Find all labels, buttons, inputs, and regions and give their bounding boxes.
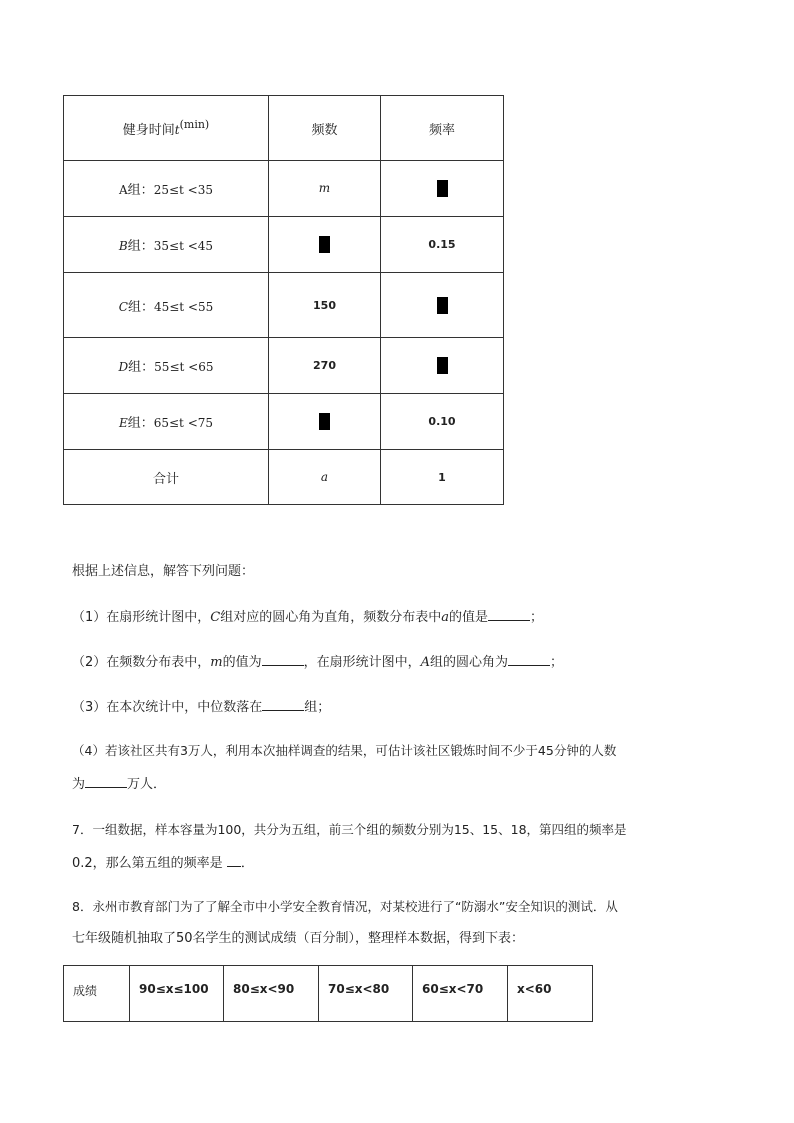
table-row	[64, 161, 504, 217]
group-cell: D组：55≤t <65	[64, 338, 269, 394]
header-frequency-count: 频数	[269, 96, 381, 161]
table-row	[64, 217, 504, 273]
redacted-block	[437, 297, 448, 314]
header-frequency-rate: 频率	[381, 96, 504, 161]
problem-8-line2: 七年级随机抽取了50名学生的测试成绩（百分制），整理样本数据，得到下表：	[72, 931, 525, 946]
table-row	[64, 966, 593, 1022]
count-cell: 150	[269, 273, 381, 338]
total-label: 合计	[64, 450, 269, 505]
answer-blank[interactable]	[262, 651, 304, 666]
question-2: （2）在频数分布表中，m的值为 ，在扇形统计图中，A组的圆心角为 ；	[72, 651, 732, 673]
problem-7-line1: 7．一组数据，样本容量为100，共分为五组，前三个组的频数分别为15、15、18，第四组的频率是	[72, 822, 627, 837]
score-range-cell: 90≤x≤100	[130, 966, 224, 1022]
group-cell: B组：35≤t <45	[64, 217, 269, 273]
count-cell	[269, 394, 381, 450]
unit-min: (min)	[179, 118, 210, 131]
table-row	[64, 273, 504, 338]
score-range-cell: x<60	[508, 966, 593, 1022]
question-3: （3）在本次统计中，中位数落在 组；	[72, 696, 732, 718]
redacted-block	[437, 357, 448, 374]
table-total-row	[64, 450, 504, 505]
group-cell: A组：25≤t <35	[64, 161, 269, 217]
rate-cell	[381, 273, 504, 338]
question-4-line2: 为 万人．	[72, 773, 732, 795]
total-count: a	[269, 450, 381, 505]
header-exercise-time: 健身时间$t^{(min)}$	[64, 96, 269, 161]
redacted-block	[437, 180, 448, 197]
answer-blank[interactable]	[508, 651, 550, 666]
group-cell: E组：65≤t <75	[64, 394, 269, 450]
table-row	[64, 394, 504, 450]
redacted-block	[319, 413, 330, 430]
rate-cell: 0.15	[381, 217, 504, 273]
problem-7-line2: 0.2，那么第五组的频率是 ．	[72, 852, 732, 874]
count-cell: m	[269, 161, 381, 217]
rate-cell	[381, 338, 504, 394]
total-rate: 1	[381, 450, 504, 505]
table-header-row	[64, 96, 504, 161]
frequency-table	[63, 95, 504, 505]
answer-blank[interactable]	[85, 773, 127, 788]
score-table	[63, 965, 593, 1022]
redacted-block	[319, 236, 330, 253]
count-cell: 270	[269, 338, 381, 394]
answer-blank[interactable]	[262, 696, 304, 711]
group-cell: C组：45≤t <55	[64, 273, 269, 338]
questions-intro: 根据上述信息，解答下列问题：	[72, 564, 255, 579]
answer-blank[interactable]	[227, 852, 241, 867]
table-row	[64, 338, 504, 394]
count-cell	[269, 217, 381, 273]
question-4-line1: （4）若该社区共有3万人，利用本次抽样调查的结果，可估计该社区锻炼时间不少于45分钟的人数	[72, 743, 617, 758]
score-header-cell: 成绩	[64, 966, 130, 1022]
score-range-cell: 80≤x<90	[224, 966, 319, 1022]
score-range-cell: 70≤x<80	[319, 966, 413, 1022]
rate-cell: 0.10	[381, 394, 504, 450]
score-range-cell: 60≤x<70	[413, 966, 508, 1022]
rate-cell	[381, 161, 504, 217]
var-t: t	[174, 123, 180, 137]
problem-8-line1: 8．永州市教育部门为了了解全市中小学安全教育情况，对某校进行了“防溺水”安全知识的测试．从	[72, 899, 618, 914]
question-1: （1）在扇形统计图中，C组对应的圆心角为直角，频数分布表中a的值是 ；	[72, 606, 732, 628]
answer-blank[interactable]	[488, 606, 530, 621]
